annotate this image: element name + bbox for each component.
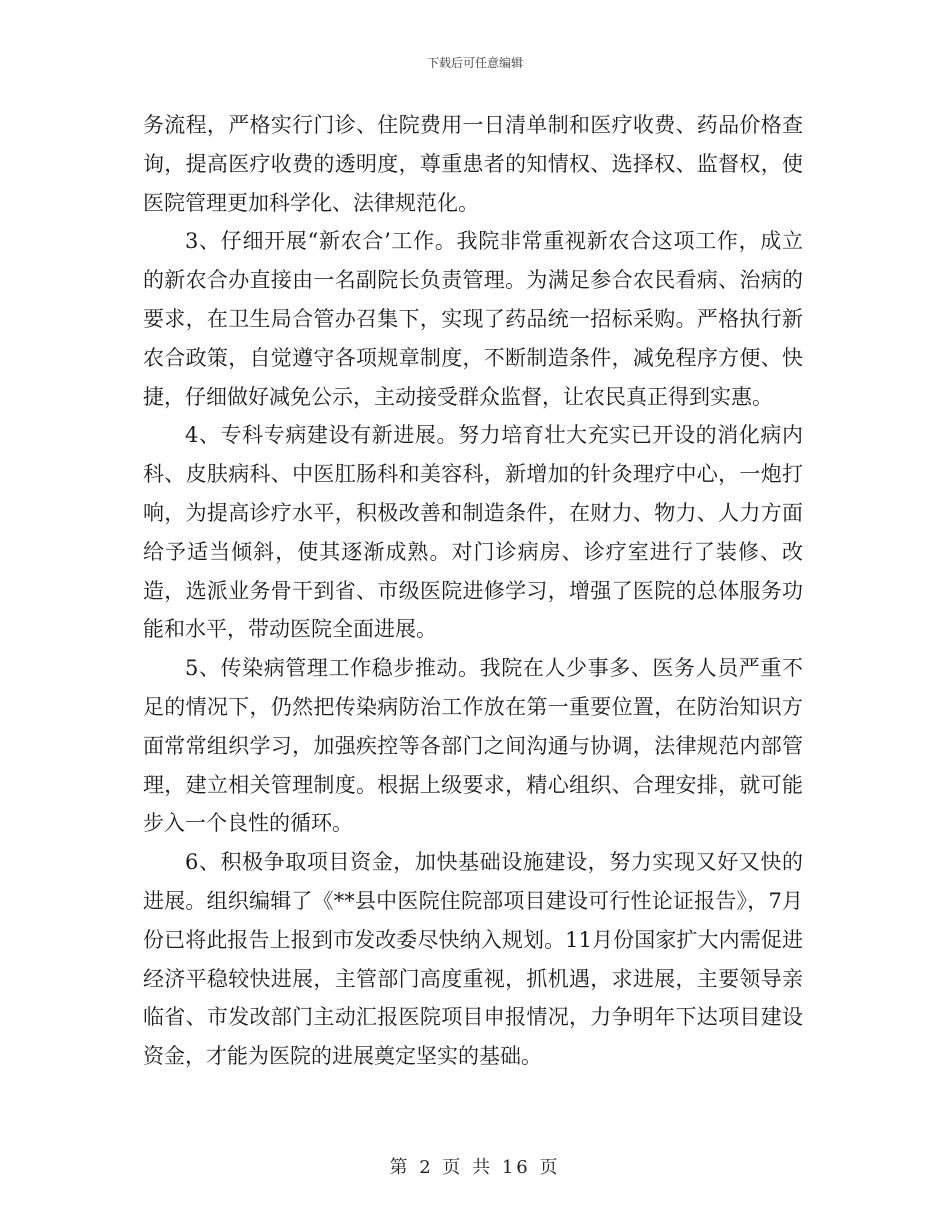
paragraph-item-6: 6、积极争取项目资金，加快基础设施建设，努力实现又好又快的进展。组织编辑了《**县中医院住院部项目建设可行性论证报告》，7月份已将此报告上报到市发改委尽快纳入规划。11月份国家扩大内需促进经济平稳较快进展，主管部门高度重视，抓机遇，求进展，主要领导亲临省、市发改部门主动汇报医院项目申报情况，力争明年下达项目建设资金，才能为医院的进展奠定坚实的基础。 [143, 850, 803, 1069]
paragraph-continuation: 务流程，严格实行门诊、住院费用一日清单制和医疗收费、药品价格查询，提高医疗收费的透明度，尊重患者的知情权、选择权、监督权，使医院管理更加科学化、法律规范化。 [143, 113, 803, 215]
document-body [143, 106, 803, 1076]
page-header: 下载后可任意编辑 [426, 56, 523, 70]
paragraph-item-4: 4、专科专病建设有新进展。努力培育壮大充实已开设的消化病内科、皮肤病科、中医肛肠科和美容科，新增加的针灸理疗中心，一炮打响，为提高诊疗水平，积极改善和制造条件，在财力、物力、人力方面给予适当倾斜，使其逐渐成熟。对门诊病房、诊疗室进行了装修、改造，选派业务骨干到省、市级医院进修学习，增强了医院的总体服务功能和水平，带动医院全面进展。 [143, 423, 803, 642]
page-number-footer: 第 2 页 共 16 页 [389, 1157, 561, 1178]
paragraph-item-5: 5、传染病管理工作稳步推动。我院在人少事多、医务人员严重不足的情况下，仍然把传染病防治工作放在第一重要位置，在防治知识方面常常组织学习，加强疾控等各部门之间沟通与协调，法律规范内部管理，建立相关管理制度。根据上级要求，精心组织、合理安排，就可能步入一个良性的循环。 [143, 656, 803, 836]
paragraph-item-3: 3、仔细开展“新农合’工作。我院非常重视新农合这项工作，成立的新农合办直接由一名副院长负责管理。为满足参合农民看病、治病的要求，在卫生局合管办召集下，实现了药品统一招标采购。严格执行新农合政策，自觉遵守各项规章制度，不断制造条件，减免程序方便、快捷，仔细做好减免公示，主动接受群众监督，让农民真正得到实惠。 [143, 229, 803, 409]
